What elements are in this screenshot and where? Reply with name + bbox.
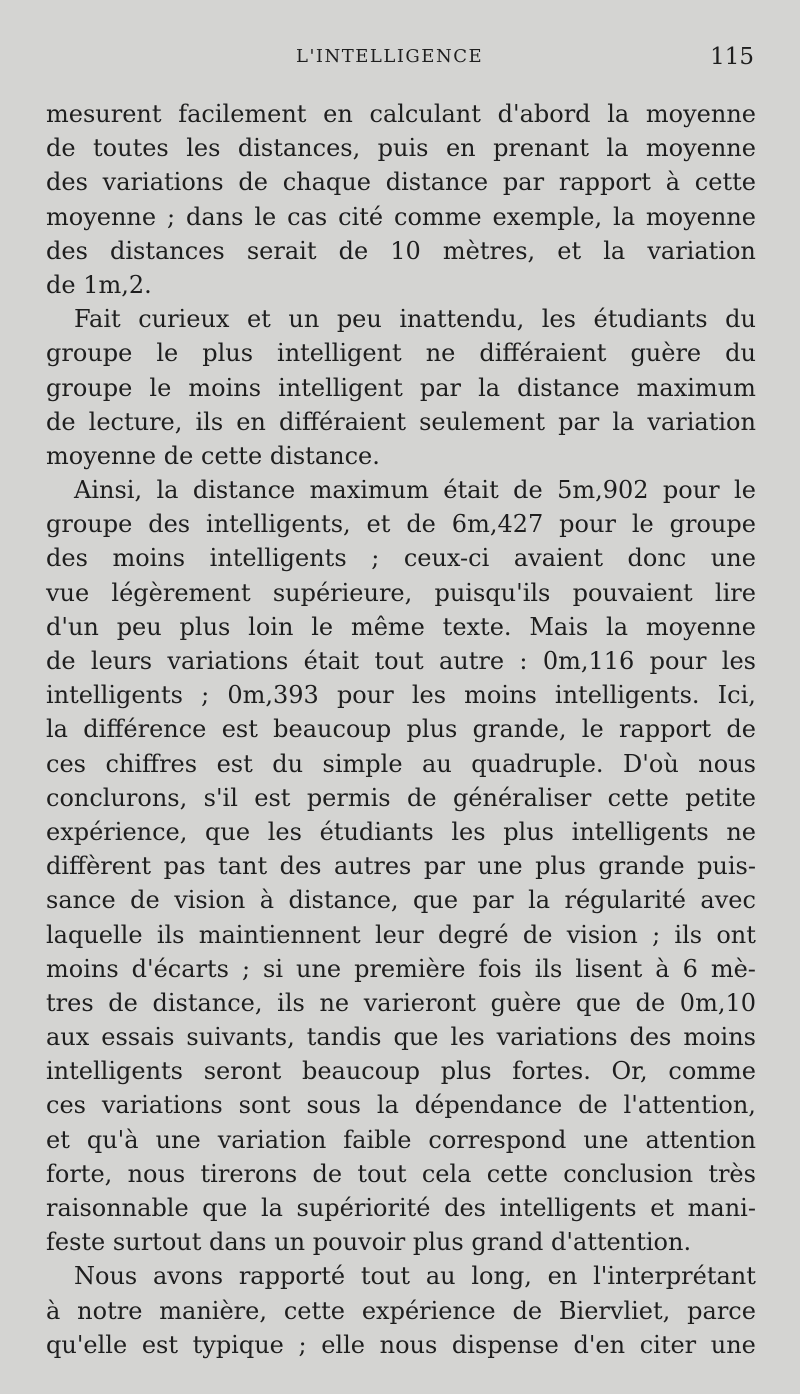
text-line: intelligents seront beaucoup plus fortes. Or, comme bbox=[46, 1057, 756, 1086]
text-line: tres de distance, ils ne varieront guère que de 0m,10 bbox=[46, 988, 756, 1017]
page-header bbox=[46, 46, 756, 74]
text-line: sance de vision à distance, que par la régularité avec bbox=[46, 886, 756, 915]
text-line: vue légèrement supérieure, puisqu'ils pouvaient lire bbox=[46, 578, 756, 607]
text-line: qu'elle est typique ; elle nous dispense d'en citer une bbox=[46, 1330, 756, 1359]
text-line: forte, nous tirerons de tout cela cette conclusion très bbox=[46, 1159, 756, 1188]
text-line: mesurent facilement en calculant d'abord la moyenne bbox=[46, 100, 756, 128]
text-line: moyenne ; dans le cas cité comme exemple, la moyenne bbox=[46, 202, 756, 231]
text-line: moins d'écarts ; si une première fois ils lisent à 6 mè- bbox=[46, 954, 756, 983]
text-line: de 1m,2. bbox=[46, 270, 152, 299]
text-line: groupe le plus intelligent ne différaient guère du bbox=[46, 339, 756, 368]
text-line: groupe le moins intelligent par la distance maximum bbox=[46, 373, 756, 402]
page-number: 115 bbox=[710, 44, 754, 70]
body-text bbox=[46, 97, 756, 1362]
text-line: raisonnable que la supériorité des intelligents et mani- bbox=[46, 1194, 756, 1222]
text-line: Fait curieux et un peu inattendu, les étudiants du bbox=[74, 305, 756, 334]
text-line: feste surtout dans un pouvoir plus grand d'attention. bbox=[46, 1228, 692, 1257]
text-line: des variations de chaque distance par rapport à cette bbox=[46, 168, 756, 197]
text-line: laquelle ils maintiennent leur degré de vision ; ils ont bbox=[46, 920, 756, 949]
text-line: de toutes les distances, puis en prenant la moyenne bbox=[46, 134, 756, 163]
text-line: Ainsi, la distance maximum était de 5m,902 pour le bbox=[74, 476, 756, 505]
text-line: Nous avons rapporté tout au long, en l'interprétant bbox=[74, 1262, 756, 1291]
text-line: ces chiffres est du simple au quadruple. D'où nous bbox=[46, 749, 756, 778]
text-line: de leurs variations était tout autre : 0m,116 pour les bbox=[46, 647, 756, 675]
text-line: intelligents ; 0m,393 pour les moins intelligents. Ici, bbox=[46, 681, 756, 710]
text-line: conclurons, s'il est permis de généraliser cette petite bbox=[46, 783, 756, 812]
text-line: groupe des intelligents, et de 6m,427 pour le groupe bbox=[46, 510, 756, 539]
text-line: diffèrent pas tant des autres par une plus grande puis- bbox=[46, 852, 756, 881]
text-line: à notre manière, cette expérience de Biervliet, parce bbox=[46, 1296, 756, 1325]
text-line: ces variations sont sous la dépendance de l'attention, bbox=[46, 1091, 756, 1120]
text-line: d'un peu plus loin le même texte. Mais la moyenne bbox=[46, 612, 756, 641]
text-line: et qu'à une variation faible correspond une attention bbox=[46, 1125, 756, 1154]
text-line: aux essais suivants, tandis que les variations des moins bbox=[46, 1023, 756, 1052]
text-line: moyenne de cette distance. bbox=[46, 441, 380, 470]
text-line: de lecture, ils en différaient seulement par la variation bbox=[46, 407, 756, 436]
running-title: L'INTELLIGENCE bbox=[296, 46, 484, 67]
text-line: des moins intelligents ; ceux-ci avaient donc une bbox=[46, 544, 756, 573]
text-line: la différence est beaucoup plus grande, le rapport de bbox=[46, 715, 756, 744]
text-line: expérience, que les étudiants les plus intelligents ne bbox=[46, 817, 756, 846]
text-line: des distances serait de 10 mètres, et la variation bbox=[46, 236, 756, 265]
